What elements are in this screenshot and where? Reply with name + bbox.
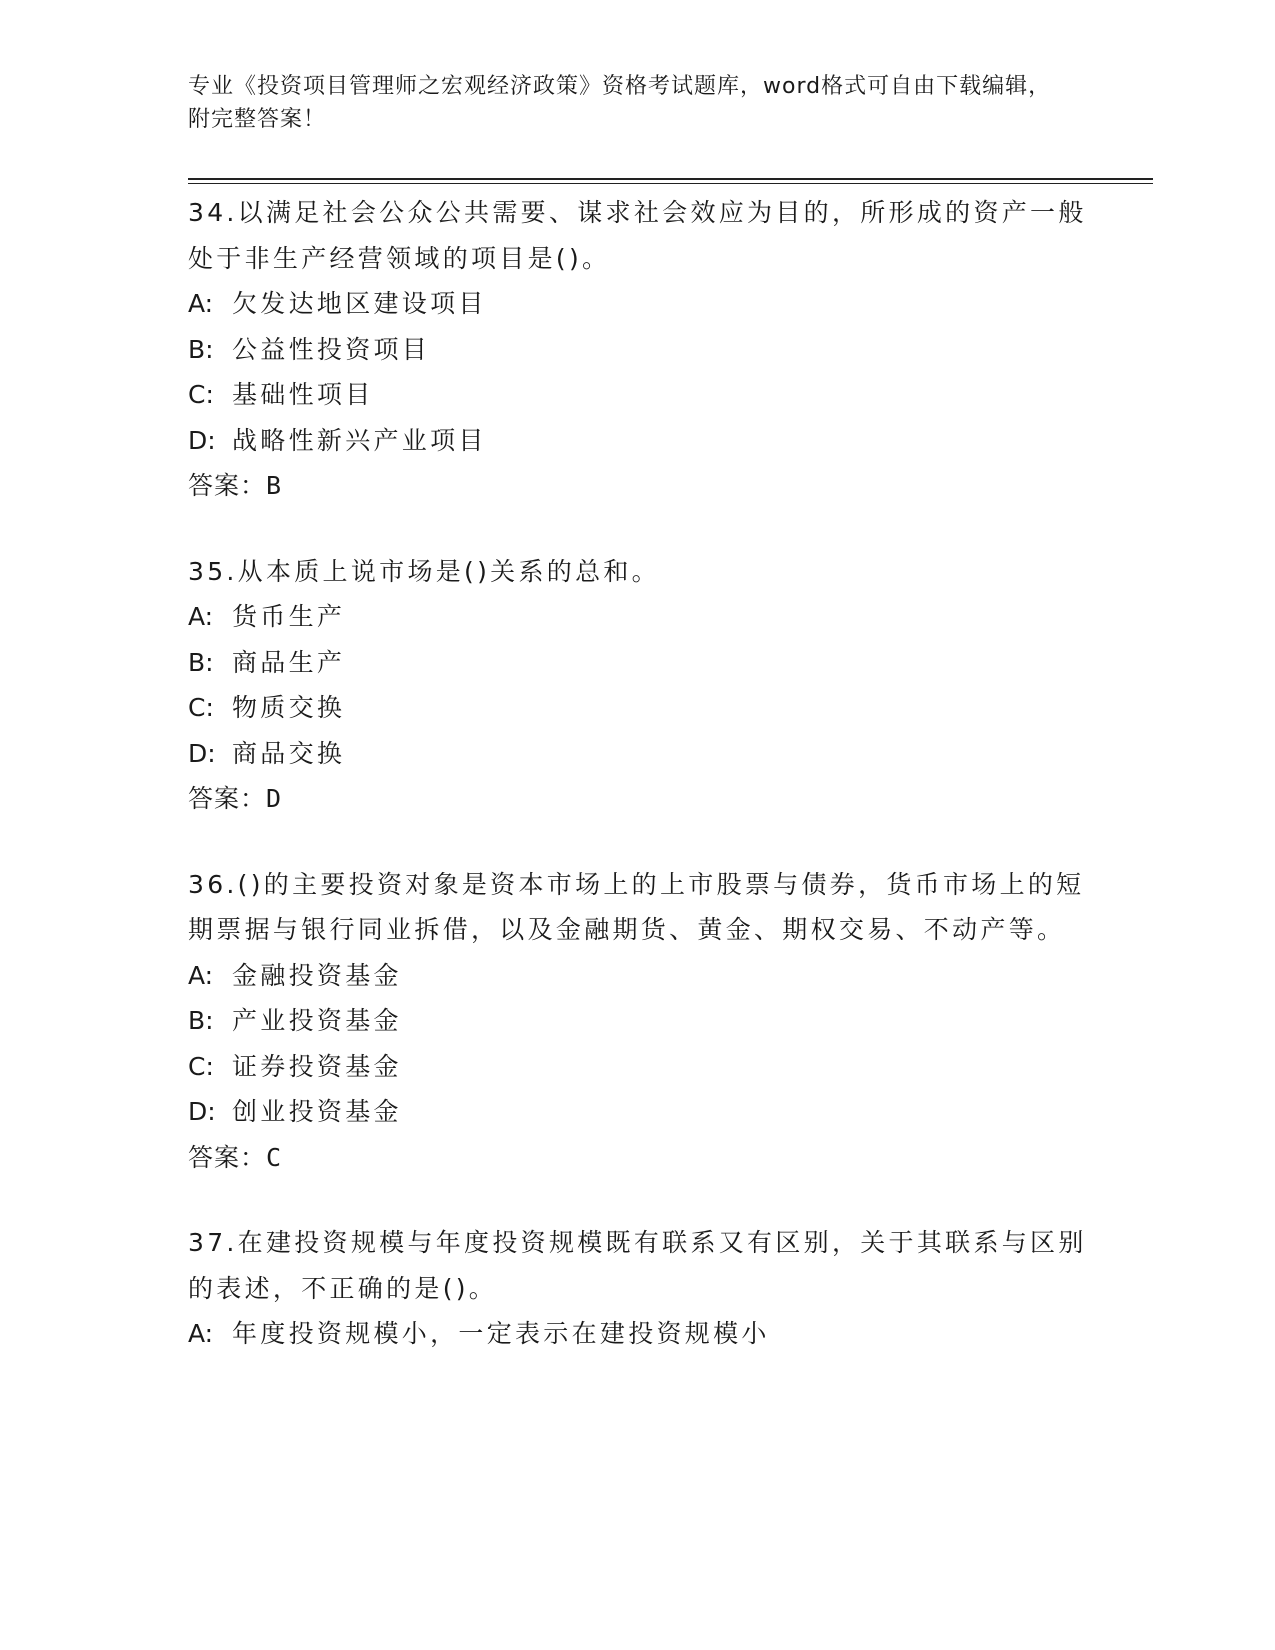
option-key: A: <box>188 602 214 631</box>
option-d <box>188 1089 1088 1135</box>
option-b <box>188 327 1088 373</box>
option-text: 物质交换 <box>232 693 346 722</box>
option-c <box>188 372 1088 418</box>
answer-value: C <box>266 1142 283 1172</box>
option-key: C: <box>188 380 214 409</box>
answer-line <box>188 1135 1088 1181</box>
option-key: D: <box>188 738 216 768</box>
option-text: 战略性新兴产业项目 <box>232 425 487 455</box>
answer-label: 答案： <box>188 784 267 813</box>
option-text: 商品交换 <box>232 738 346 768</box>
question-text: 35.从本质上说市场是()关系的总和。 <box>188 556 660 586</box>
answer-line <box>188 776 1088 822</box>
option-text: 基础性项目 <box>232 380 374 409</box>
option-key: A: <box>188 1319 214 1348</box>
option-text: 创业投资基金 <box>232 1097 402 1126</box>
option-c <box>188 1044 1088 1090</box>
answer-value: D <box>266 784 283 813</box>
question-36 <box>188 862 1088 1181</box>
document-header: 专业《投资项目管理师之宏观经济政策》资格考试题库，word格式可自由下载编辑，附完整答案！ <box>188 74 1052 132</box>
header-divider-thick <box>188 178 1153 180</box>
question-list <box>188 190 1088 1397</box>
option-a <box>188 594 1088 640</box>
option-text: 货币生产 <box>232 602 346 631</box>
option-key: C: <box>188 693 214 722</box>
answer-label: 答案： <box>188 471 267 500</box>
answer-line <box>188 463 1088 509</box>
option-b <box>188 998 1088 1044</box>
question-34 <box>188 190 1088 509</box>
option-b <box>188 640 1088 686</box>
question-text: 36.()的主要投资对象是资本市场上的上市股票与债券，货币市场上的短期票据与银行同业拆借，以及金融期货、黄金、期权交易、不动产等。 <box>188 869 1085 944</box>
option-key: B: <box>188 647 214 677</box>
option-key: B: <box>188 334 214 364</box>
option-d <box>188 418 1088 464</box>
option-key: D: <box>188 1097 216 1126</box>
question-37 <box>188 1220 1088 1357</box>
option-text: 年度投资规模小，一定表示在建投资规模小 <box>232 1319 770 1348</box>
option-text: 公益性投资项目 <box>232 334 431 364</box>
answer-label: 答案： <box>188 1142 267 1172</box>
option-text: 证券投资基金 <box>232 1051 402 1081</box>
option-text: 欠发达地区建设项目 <box>232 289 487 318</box>
question-text: 37.在建投资规模与年度投资规模既有联系又有区别，关于其联系与区别的表述，不正确的是()。 <box>188 1228 1087 1303</box>
question-text: 34.以满足社会公众公共需要、谋求社会效应为目的，所形成的资产一般处于非生产经营领域的项目是()。 <box>188 198 1087 273</box>
option-key: D: <box>188 425 216 455</box>
option-a <box>188 953 1088 999</box>
option-c <box>188 685 1088 731</box>
option-key: C: <box>188 1051 214 1081</box>
option-key: B: <box>188 1006 214 1035</box>
option-d <box>188 731 1088 777</box>
option-key: A: <box>188 289 214 318</box>
header-divider-thin <box>188 183 1153 184</box>
option-text: 商品生产 <box>232 647 346 677</box>
option-a <box>188 1311 1088 1357</box>
option-key: A: <box>188 960 214 990</box>
option-text: 金融投资基金 <box>232 960 402 990</box>
answer-value: B <box>266 471 283 500</box>
question-35 <box>188 549 1088 822</box>
option-a <box>188 281 1088 327</box>
option-text: 产业投资基金 <box>232 1006 402 1035</box>
